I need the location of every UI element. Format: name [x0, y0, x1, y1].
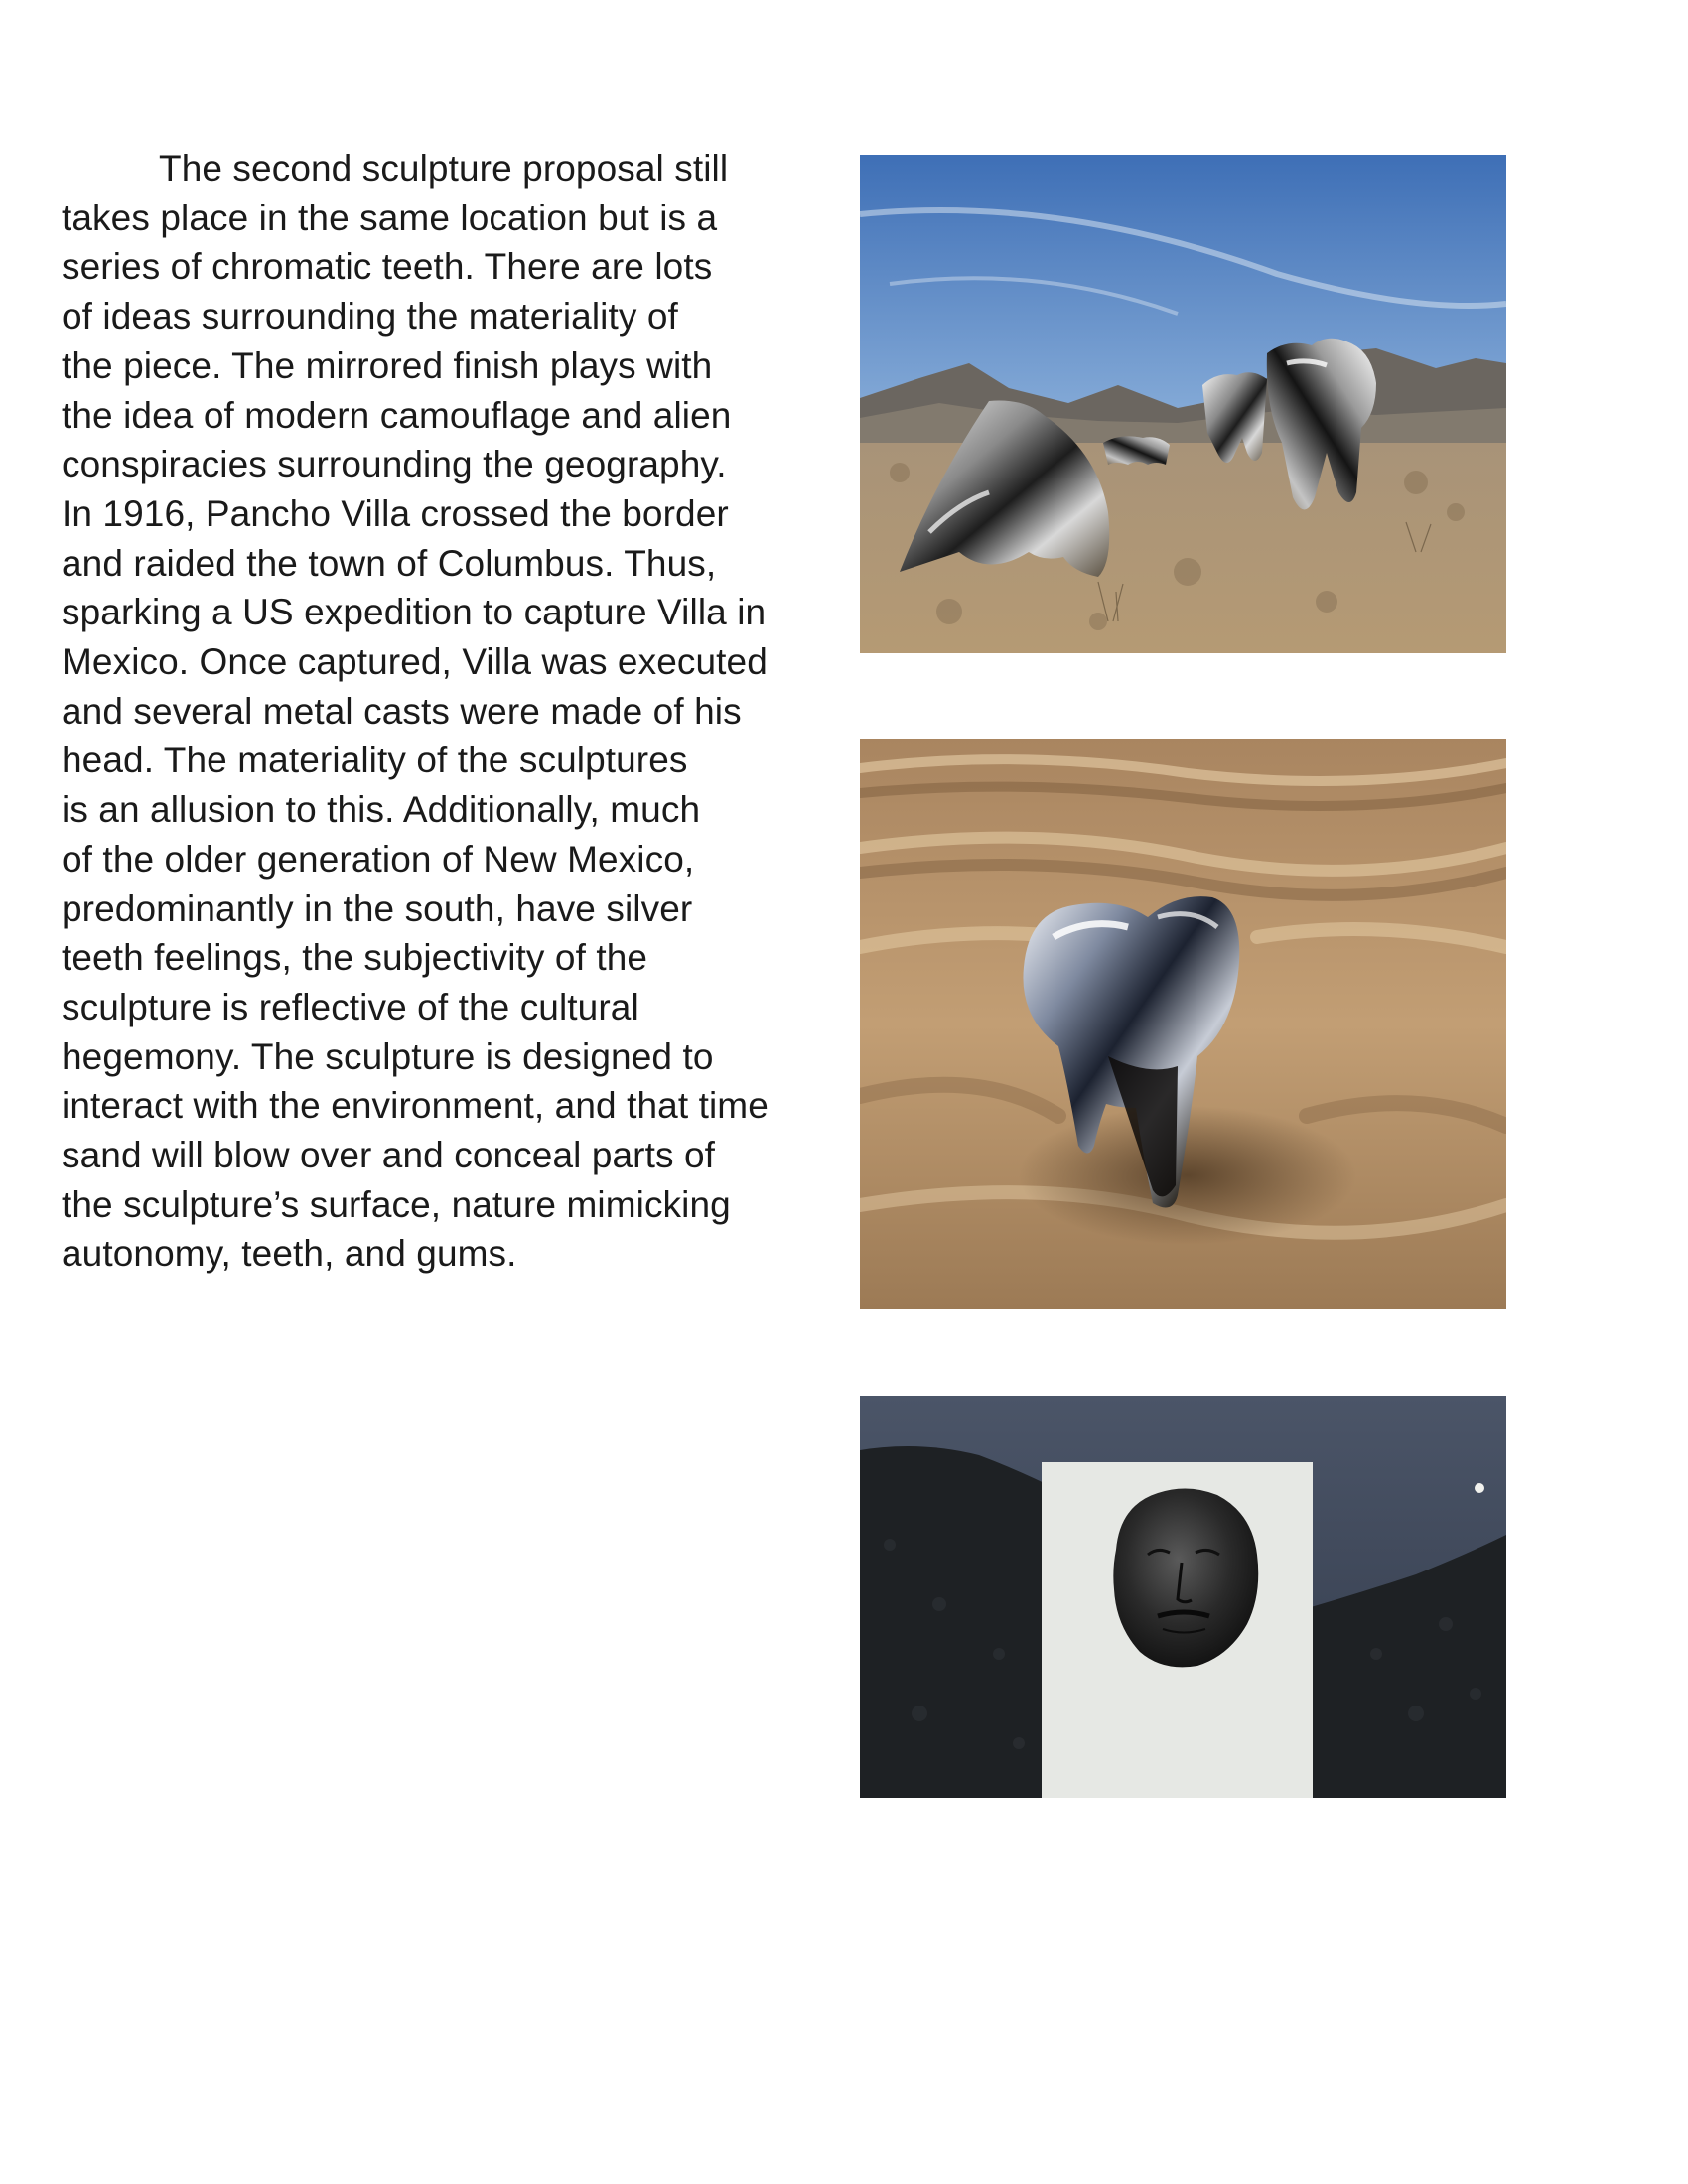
paragraph-line: is an allusion to this. Additionally, much [62, 789, 701, 831]
paragraph-line: of ideas surrounding the materiality of [62, 296, 678, 338]
monolith-cast-head-photo [860, 1396, 1506, 1798]
paragraph-line: autonomy, teeth, and gums. [62, 1233, 517, 1275]
monolith-cast-head-illustration [860, 1396, 1506, 1798]
paragraph-line: head. The materiality of the sculptures [62, 740, 688, 781]
desert-teeth-illustration [860, 155, 1506, 653]
sand-tooth-photo [860, 739, 1506, 1309]
paragraph-line: sculpture is reflective of the cultural [62, 986, 639, 1027]
paragraph-line: and raided the town of Columbus. Thus, [62, 542, 717, 584]
paragraph-line: sparking a US expedition to capture Villa in [62, 592, 767, 633]
paragraph-line: the idea of modern camouflage and alien [62, 394, 732, 436]
paragraph-line: The second sculpture proposal still [159, 148, 729, 189]
paragraph-line: teeth feelings, the subjectivity of the [62, 937, 648, 979]
paragraph-line: takes place in the same location but is a [62, 197, 718, 238]
body-paragraph [62, 144, 846, 1279]
paragraph-line: interact with the environment, and that time [62, 1085, 769, 1127]
paragraph-line: In 1916, Pancho Villa crossed the border [62, 492, 729, 534]
paragraph-line: and several metal casts were made of his [62, 690, 742, 732]
paragraph-line: series of chromatic teeth. There are lots [62, 246, 713, 288]
desert-teeth-photo [860, 155, 1506, 653]
paragraph-line: the sculpture’s surface, nature mimicking [62, 1183, 731, 1225]
paragraph-line: Mexico. Once captured, Villa was executed [62, 641, 768, 683]
paragraph-line: hegemony. The sculpture is designed to [62, 1035, 714, 1077]
paragraph-line: the piece. The mirrored finish plays with [62, 344, 713, 386]
paragraph-line: conspiracies surrounding the geography. [62, 444, 727, 485]
paragraph-line: of the older generation of New Mexico, [62, 838, 695, 880]
paragraph-line: predominantly in the south, have silver [62, 887, 693, 929]
sand-tooth-illustration [860, 739, 1506, 1309]
paragraph-line: sand will blow over and conceal parts of [62, 1135, 716, 1176]
